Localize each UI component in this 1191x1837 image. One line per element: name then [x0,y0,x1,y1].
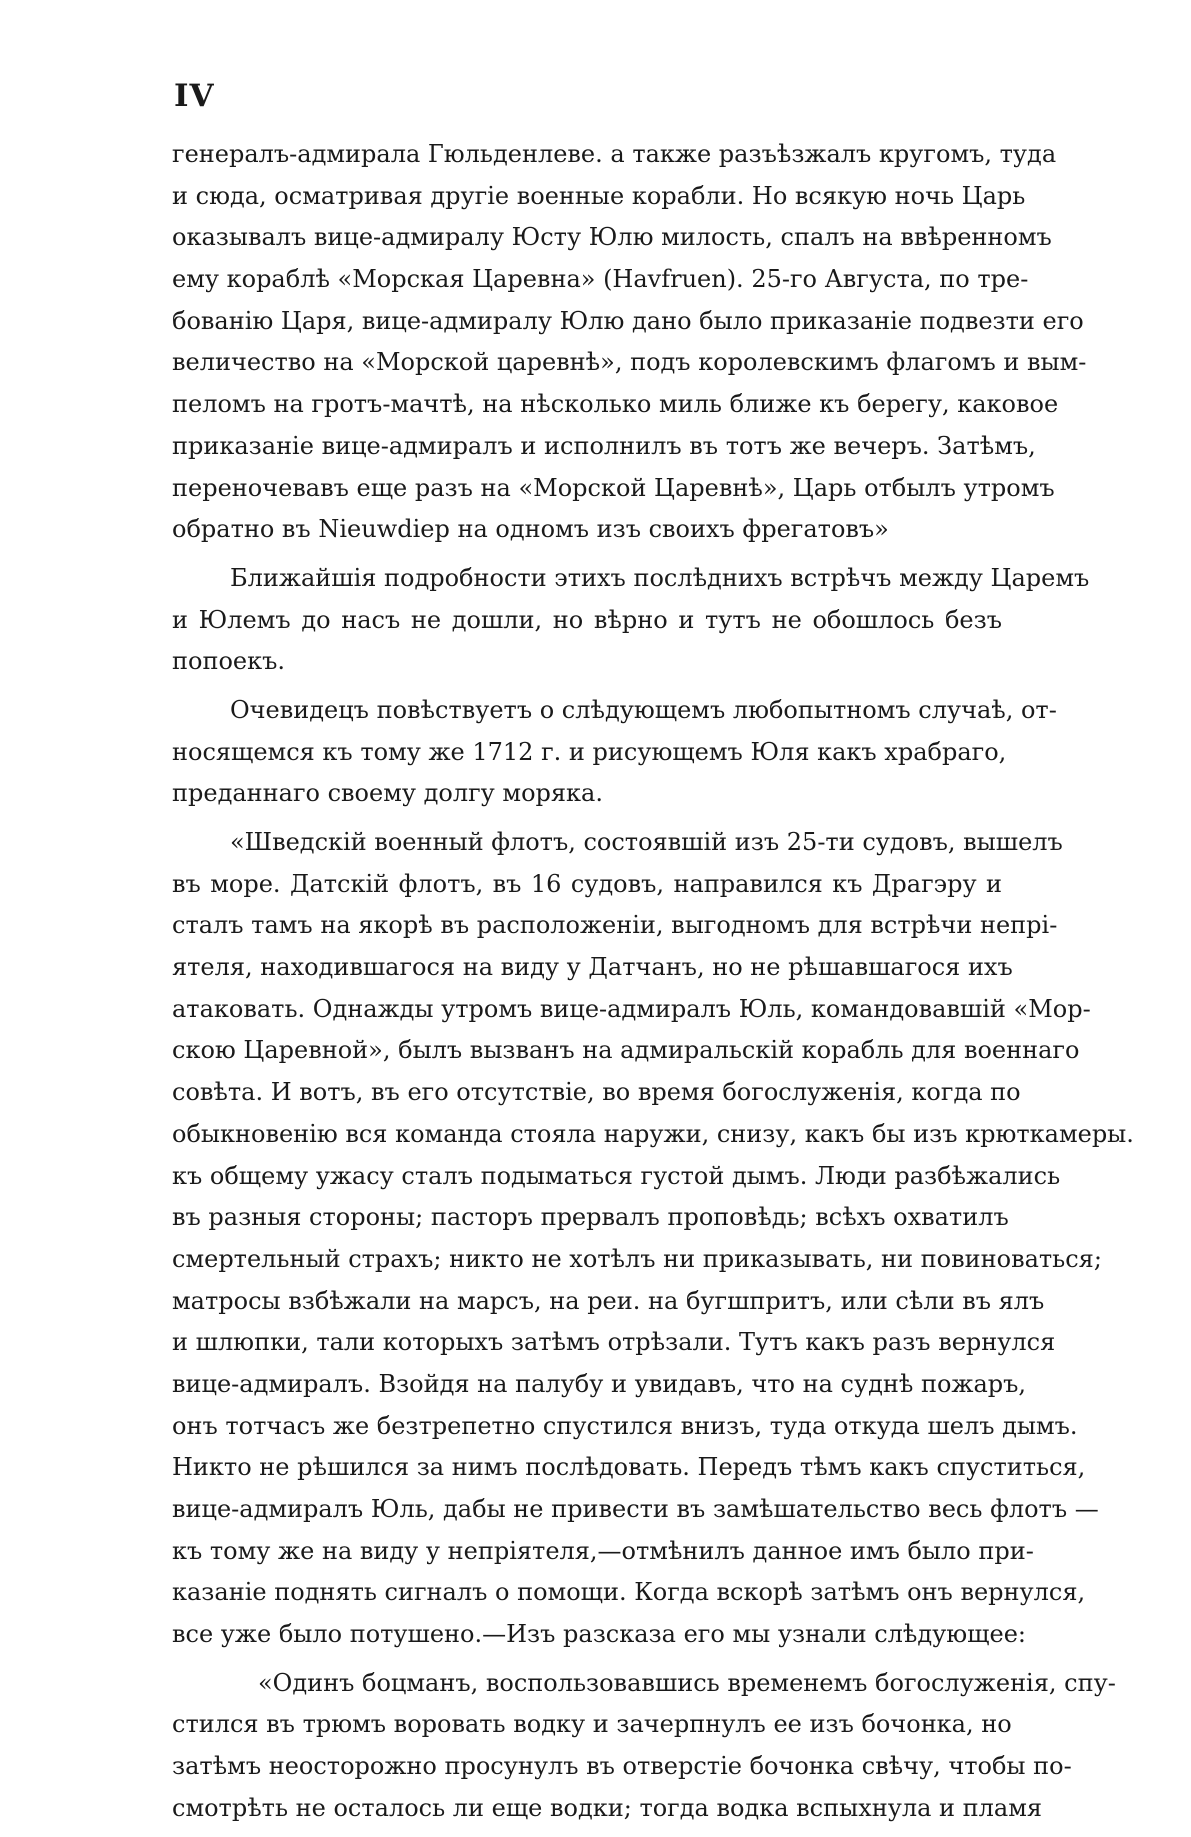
paragraph-continuation [172,134,1087,551]
text-line: смотрѣть не осталось ли еще водки; тогда водка вспыхнула и пламя [172,1793,1043,1822]
text-line: стился въ трюмъ воровать водку и зачерпнулъ ее изъ бочонка, но [172,1710,1012,1739]
text-line: оказывалъ вице-адмиралу Юсту Юлю милость, спалъ на ввѣренномъ [172,223,1052,252]
text-line: «Шведскій военный флотъ, состоявшій изъ 25-ти судовъ, вышелъ [230,828,1063,856]
text-line: къ общему ужасу сталъ подыматься густой дымъ. Люди разбѣжались [172,1161,1061,1190]
text-line: попоекъ. [172,647,285,676]
text-line: скою Царевной», былъ вызванъ на адмиральскій корабль для военнаго [172,1036,1080,1065]
paragraph-witness [172,690,1057,815]
text-line: затѣмъ неосторожно просунулъ въ отверстіе бочонка свѣчу, чтобы по- [172,1752,1072,1781]
text-line: ятеля, находившагося на виду у Датчанъ, но не рѣшавшагося ихъ [172,953,1013,982]
text-line: и Юлемъ до насъ не дошли, но вѣрно и тутъ не обошлось безъ [172,605,1002,634]
text-line: въ разныя стороны; пасторъ прервалъ проповѣдь; всѣхъ охватилъ [172,1203,1009,1232]
page-number: IV [174,78,215,114]
text-line: сталъ тамъ на якорѣ въ расположеніи, выгодномъ для встрѣчи непрі- [172,911,1058,940]
text-line: ему кораблѣ «Морская Царевна» (Havfruen). 25-го Августа, по тре- [172,265,1029,294]
text-line: совѣта. И вотъ, въ его отсутствіе, во время богослуженія, когда по [172,1078,1021,1107]
text-line: все уже было потушено.—Изъ разсказа его мы узнали слѣдующее: [172,1620,1026,1649]
paragraph-fleet-story [172,822,1134,1656]
text-line: переночевавъ еще разъ на «Морской Царевнѣ», Царь отбылъ утромъ [172,473,1055,502]
text-line: и сюда, осматривая другіе военные корабли. Но всякую ночь Царь [172,181,1026,210]
text-line: пеломъ на гротъ-мачтѣ, на нѣсколько миль ближе къ берегу, каковое [172,390,1059,419]
text-line: смертельный страхъ; никто не хотѣлъ ни приказывать, ни повиноваться; [172,1244,1102,1273]
text-line: матросы взбѣжали на марсъ, на реи. на бугшпритъ, или сѣли въ ялъ [172,1286,1045,1315]
text-line: казаніе поднять сигналъ о помощи. Когда вскорѣ затѣмъ онъ вернулся, [172,1578,1086,1607]
text-line: Очевидецъ повѣствуетъ о слѣдующемъ любопытномъ случаѣ, от- [230,695,1057,724]
text-line: величество на «Морской царевнѣ», подъ королевскимъ флагомъ и вым- [172,348,1087,377]
text-line: преданнаго своему долгу моряка. [172,779,603,808]
text-line: вице-адмиралъ. Взойдя на палубу и увидавъ, что на суднѣ пожаръ, [172,1369,1027,1398]
text-line: бованію Царя, вице-адмиралу Юлю дано было приказаніе подвезти его [172,306,1084,335]
paragraph-meetings [172,558,1090,683]
paragraph-boatswain [172,1663,1116,1830]
text-line: носящемся къ тому же 1712 г. и рисующемъ Юля какъ храбраго, [172,737,1007,766]
text-line: онъ тотчасъ же безтрепетно спустился внизъ, туда откуда шелъ дымъ. [172,1411,1078,1440]
text-line: «Одинъ боцманъ, воспользовавшись временемъ богослуженія, спу- [258,1668,1116,1697]
text-line: обыкновенію вся команда стояла наружи, снизу, какъ бы изъ крюткамеры. [172,1119,1134,1148]
text-line: Ближайшія подробности этихъ послѣднихъ встрѣчъ между Царемъ [230,563,1090,592]
text-line: въ море. Датскій флотъ, въ 16 судовъ, направился къ Драгэру и [172,869,1002,898]
text-line: обратно въ Nieuwdiep на одномъ изъ своихъ фрегатовъ» [172,515,889,544]
text-line: къ тому же на виду у непріятеля,—отмѣнилъ данное имъ было при- [172,1536,1034,1565]
body-text [172,134,1134,1837]
text-line: генералъ-адмирала Гюльденлеве. а также разъѣзжалъ кругомъ, туда [172,140,1057,168]
text-line: Никто не рѣшился за нимъ послѣдовать. Передъ тѣмъ какъ спуститься, [172,1453,1086,1482]
text-line: приказаніе вице-адмиралъ и исполнилъ въ тотъ же вечеръ. Затѣмъ, [172,431,1036,460]
text-line: и шлюпки, тали которыхъ затѣмъ отрѣзали. Тутъ какъ разъ вернулся [172,1328,1056,1357]
text-line: вице-адмиралъ Юль, дабы не привести въ замѣшательство весь флотъ — [172,1495,1099,1523]
text-line: атаковать. Однажды утромъ вице-адмиралъ Юль, командовавшій «Мор- [172,994,1091,1023]
